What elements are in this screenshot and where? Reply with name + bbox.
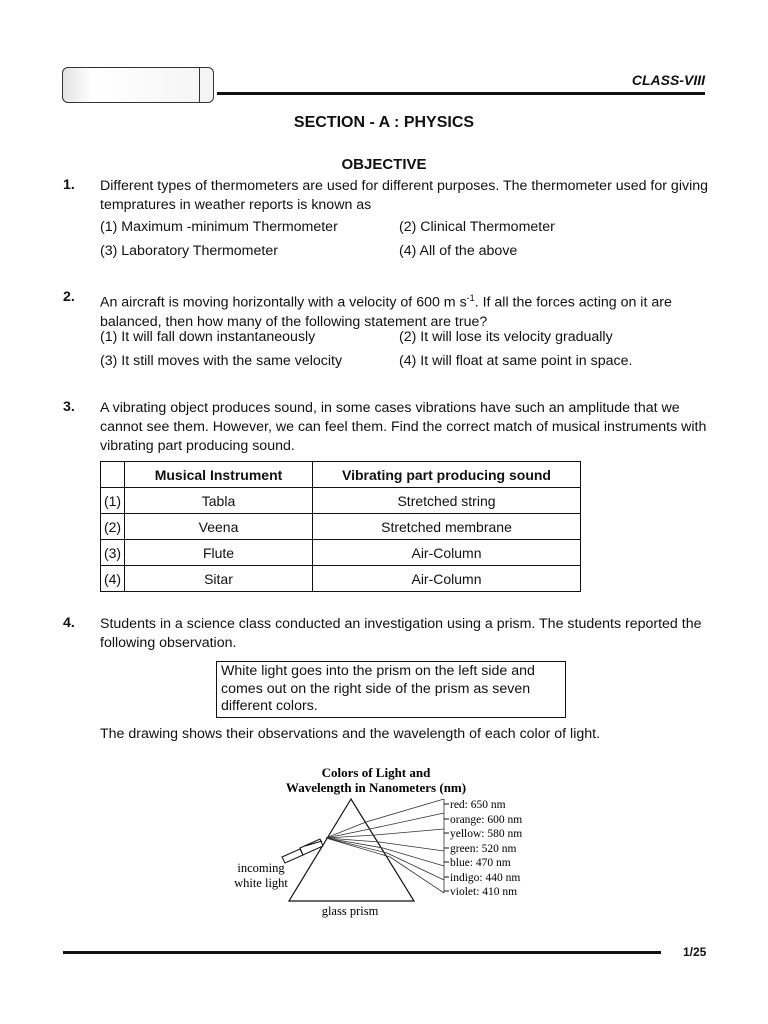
option: (1) Maximum -minimum Thermometer bbox=[100, 219, 338, 235]
incoming-light-label: white light bbox=[234, 876, 288, 890]
question-number: 3. bbox=[63, 399, 75, 415]
prism-label: glass prism bbox=[321, 904, 379, 918]
table-header-row: Musical Instrument Vibrating part producing sound bbox=[101, 462, 581, 488]
option: (3) It still moves with the same velocity bbox=[100, 353, 343, 369]
svg-text:orange: 600 nm: orange: 600 nm bbox=[450, 814, 523, 826]
observation-box: White light goes into the prism on the left side and comes out on the right side of the prism as seven different colors. bbox=[216, 661, 566, 718]
question-text: An aircraft is moving horizontally with a velocity of 600 m $s^{-1}$. If all the forces acting on it are balanced, then how many of the following statement are true? bbox=[100, 293, 672, 330]
question-number: 4. bbox=[63, 615, 75, 631]
svg-text:blue: 470 nm: blue: 470 nm bbox=[450, 857, 511, 869]
option: (2) It will lose its velocity gradually bbox=[399, 329, 613, 345]
page-number: 1/25 bbox=[683, 945, 707, 959]
question-number: 2. bbox=[63, 289, 75, 305]
table-row: (3) Flute Air-Column bbox=[101, 540, 581, 566]
svg-text:yellow: 580 nm: yellow: 580 nm bbox=[450, 828, 523, 840]
table-row: (1) Tabla Stretched string bbox=[101, 488, 581, 514]
figure-title: Colors of Light and bbox=[321, 765, 431, 780]
flashlight-icon bbox=[282, 839, 323, 863]
svg-text:violet: 410 nm: violet: 410 nm bbox=[450, 886, 518, 898]
option: (4) All of the above bbox=[399, 243, 518, 259]
question-number: 1. bbox=[63, 177, 75, 193]
svg-text:green: 520 nm: green: 520 nm bbox=[450, 843, 517, 855]
subsection-title: OBJECTIVE bbox=[341, 156, 427, 173]
svg-text:indigo: 440 nm: indigo: 440 nm bbox=[450, 872, 521, 884]
class-label: CLASS-VIII bbox=[631, 72, 705, 88]
table-row: (2) Veena Stretched membrane bbox=[101, 514, 581, 540]
question-text: A vibrating object produces sound, in some cases vibrations have such an amplitude that we cannot see them. However, we can feel them. Find the correct match of musical instruments with vibrating part producing sound. bbox=[100, 400, 707, 454]
svg-text:red: 650 nm: red: 650 nm bbox=[450, 799, 506, 811]
section-title: SECTION - A : PHYSICS bbox=[293, 114, 475, 131]
option: (2) Clinical Thermometer bbox=[399, 219, 555, 235]
figure-intro-text: The drawing shows their observations and the wavelength of each color of light. bbox=[100, 726, 601, 742]
incoming-light-label: incoming bbox=[237, 861, 285, 875]
wavelength-labels bbox=[444, 799, 522, 898]
question-text: Different types of thermometers are used for different purposes. The thermometer used for giving tempratures in weather reports is known as bbox=[100, 178, 709, 213]
option: (3) Laboratory Thermometer bbox=[100, 243, 278, 259]
table-row: (4) Sitar Air-Column bbox=[101, 566, 581, 592]
footer-rule bbox=[63, 951, 661, 954]
question-text: Students in a science class conducted an investigation using a prism. The students reported the following observation. bbox=[100, 616, 702, 651]
figure-title: Wavelength in Nanometers (nm) bbox=[285, 780, 467, 795]
option: (4) It will float at same point in space. bbox=[399, 353, 633, 369]
light-rays bbox=[326, 799, 444, 893]
option: (1) It will fall down instantaneously bbox=[100, 329, 316, 345]
